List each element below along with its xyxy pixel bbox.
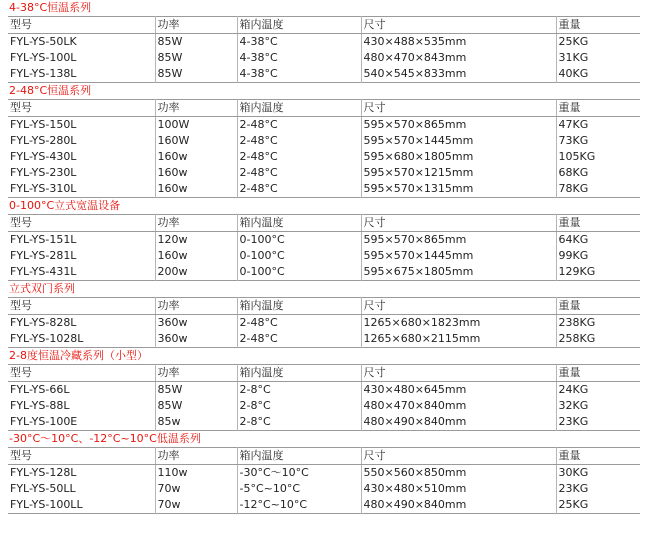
cell-dimensions: 480×470×843mm: [361, 50, 556, 66]
cell-power: 85W: [155, 398, 237, 414]
cell-weight: 64KG: [556, 232, 640, 249]
cell-temperature: -30°C～10°C: [237, 465, 361, 482]
cell-model: FYL-YS-50LK: [10, 35, 77, 48]
spec-table: [8, 447, 640, 514]
cell-dimensions: 540×545×833mm: [361, 66, 556, 83]
header-cell-power: 功率: [155, 100, 237, 117]
cell-model: FYL-YS-50LL: [10, 482, 76, 495]
header-cell-temperature: 箱内温度: [237, 448, 361, 465]
cell-weight: 258KG: [556, 331, 640, 348]
table-row: [8, 66, 640, 83]
cell-power: 160w: [155, 181, 237, 198]
cell-model: FYL-YS-280L: [10, 134, 77, 147]
table-header-row: [8, 365, 640, 382]
cell-temperature: 2-8°C: [237, 414, 361, 431]
section-title: 立式双门系列: [9, 282, 75, 295]
table-row: [8, 481, 640, 497]
table-row: [8, 414, 640, 431]
table-row: [8, 117, 640, 134]
cell-dimensions: 550×560×850mm: [361, 465, 556, 482]
cell-weight: 99KG: [556, 248, 640, 264]
cell-power: 160w: [155, 165, 237, 181]
header-cell-temperature: 箱内温度: [237, 215, 361, 232]
header-cell-dimensions: 尺寸: [361, 298, 556, 315]
header-cell-weight: 重量: [556, 365, 640, 382]
table-row: [8, 331, 640, 348]
cell-temperature: 0-100°C: [237, 248, 361, 264]
cell-dimensions: 1265×680×1823mm: [361, 315, 556, 332]
cell-weight: 24KG: [556, 382, 640, 399]
table-row: [8, 497, 640, 514]
cell-power: 200w: [155, 264, 237, 281]
cell-weight: 105KG: [556, 149, 640, 165]
cell-power: 360w: [155, 331, 237, 348]
header-cell-power: 功率: [155, 298, 237, 315]
cell-temperature: 0-100°C: [237, 264, 361, 281]
cell-model: FYL-YS-100L: [10, 51, 77, 64]
cell-power: 160W: [155, 133, 237, 149]
table-row: [8, 382, 640, 399]
header-cell-dimensions: 尺寸: [361, 17, 556, 34]
cell-power: 110w: [155, 465, 237, 482]
cell-weight: 47KG: [556, 117, 640, 134]
table-header-row: [8, 298, 640, 315]
cell-power: 85W: [155, 382, 237, 399]
cell-model: FYL-YS-100LL: [10, 498, 83, 511]
spec-table: [8, 297, 640, 348]
table-header-row: [8, 17, 640, 34]
header-cell-model: 型号: [8, 298, 155, 315]
cell-dimensions: 595×570×1315mm: [361, 181, 556, 198]
cell-dimensions: 595×570×1445mm: [361, 133, 556, 149]
cell-weight: 23KG: [556, 481, 640, 497]
table-row: [8, 133, 640, 149]
spec-table: [8, 214, 640, 281]
cell-weight: 23KG: [556, 414, 640, 431]
header-cell-dimensions: 尺寸: [361, 100, 556, 117]
cell-temperature: 2-48°C: [237, 117, 361, 134]
cell-temperature: 2-48°C: [237, 315, 361, 332]
header-cell-model: 型号: [8, 448, 155, 465]
cell-power: 85w: [155, 414, 237, 431]
header-cell-temperature: 箱内温度: [237, 17, 361, 34]
cell-dimensions: 430×480×645mm: [361, 382, 556, 399]
cell-model: FYL-YS-431L: [10, 265, 77, 278]
table-header-row: [8, 215, 640, 232]
spec-sheet: [8, 0, 640, 514]
table-row: [8, 465, 640, 482]
cell-dimensions: 595×570×865mm: [361, 232, 556, 249]
cell-power: 70w: [155, 481, 237, 497]
cell-model: FYL-YS-138L: [10, 67, 77, 80]
header-cell-model: 型号: [8, 215, 155, 232]
header-cell-temperature: 箱内温度: [237, 298, 361, 315]
table-row: [8, 248, 640, 264]
cell-dimensions: 480×470×840mm: [361, 398, 556, 414]
cell-dimensions: 430×488×535mm: [361, 34, 556, 51]
section-title: 0-100°C立式宽温设备: [9, 199, 121, 212]
table-header-row: [8, 448, 640, 465]
table-row: [8, 264, 640, 281]
cell-model: FYL-YS-66L: [10, 383, 70, 396]
cell-dimensions: 480×490×840mm: [361, 497, 556, 514]
cell-weight: 68KG: [556, 165, 640, 181]
cell-temperature: 2-8°C: [237, 382, 361, 399]
cell-power: 120w: [155, 232, 237, 249]
cell-dimensions: 595×680×1805mm: [361, 149, 556, 165]
spec-table: [8, 99, 640, 198]
cell-weight: 31KG: [556, 50, 640, 66]
cell-power: 70w: [155, 497, 237, 514]
cell-weight: 32KG: [556, 398, 640, 414]
header-cell-power: 功率: [155, 17, 237, 34]
cell-temperature: 0-100°C: [237, 232, 361, 249]
cell-temperature: 2-48°C: [237, 181, 361, 198]
header-cell-weight: 重量: [556, 298, 640, 315]
cell-power: 100W: [155, 117, 237, 134]
cell-temperature: 2-48°C: [237, 331, 361, 348]
cell-temperature: 4-38°C: [237, 66, 361, 83]
table-row: [8, 398, 640, 414]
header-cell-weight: 重量: [556, 17, 640, 34]
table-row: [8, 315, 640, 332]
cell-temperature: 2-8°C: [237, 398, 361, 414]
section-title: -30°C～10°C、-12°C~10°C低温系列: [9, 432, 201, 445]
cell-model: FYL-YS-150L: [10, 118, 77, 131]
cell-temperature: 4-38°C: [237, 50, 361, 66]
header-cell-weight: 重量: [556, 100, 640, 117]
cell-temperature: -12°C~10°C: [237, 497, 361, 514]
cell-weight: 25KG: [556, 34, 640, 51]
cell-weight: 129KG: [556, 264, 640, 281]
header-cell-dimensions: 尺寸: [361, 448, 556, 465]
cell-temperature: 2-48°C: [237, 149, 361, 165]
cell-model: FYL-YS-281L: [10, 249, 77, 262]
cell-temperature: -5°C~10°C: [237, 481, 361, 497]
cell-power: 85W: [155, 66, 237, 83]
spec-table: [8, 364, 640, 431]
cell-power: 85W: [155, 50, 237, 66]
table-row: [8, 50, 640, 66]
header-cell-dimensions: 尺寸: [361, 215, 556, 232]
cell-temperature: 2-48°C: [237, 165, 361, 181]
cell-power: 160w: [155, 248, 237, 264]
table-row: [8, 34, 640, 51]
header-cell-temperature: 箱内温度: [237, 365, 361, 382]
cell-weight: 73KG: [556, 133, 640, 149]
cell-model: FYL-YS-828L: [10, 316, 77, 329]
cell-power: 85W: [155, 34, 237, 51]
cell-temperature: 2-48°C: [237, 133, 361, 149]
cell-model: FYL-YS-88L: [10, 399, 70, 412]
cell-model: FYL-YS-310L: [10, 182, 77, 195]
cell-dimensions: 595×675×1805mm: [361, 264, 556, 281]
cell-temperature: 4-38°C: [237, 34, 361, 51]
header-cell-weight: 重量: [556, 215, 640, 232]
cell-weight: 25KG: [556, 497, 640, 514]
header-cell-weight: 重量: [556, 448, 640, 465]
cell-model: FYL-YS-100E: [10, 415, 78, 428]
spec-table: [8, 16, 640, 83]
table-header-row: [8, 100, 640, 117]
table-row: [8, 181, 640, 198]
cell-dimensions: 430×480×510mm: [361, 481, 556, 497]
cell-dimensions: 595×570×865mm: [361, 117, 556, 134]
cell-weight: 40KG: [556, 66, 640, 83]
header-cell-model: 型号: [8, 17, 155, 34]
section-title: 4-38°C恒温系列: [9, 1, 92, 14]
header-cell-dimensions: 尺寸: [361, 365, 556, 382]
cell-model: FYL-YS-151L: [10, 233, 77, 246]
header-cell-power: 功率: [155, 448, 237, 465]
cell-dimensions: 595×570×1215mm: [361, 165, 556, 181]
cell-power: 360w: [155, 315, 237, 332]
cell-weight: 30KG: [556, 465, 640, 482]
header-cell-power: 功率: [155, 215, 237, 232]
table-row: [8, 232, 640, 249]
cell-dimensions: 1265×680×2115mm: [361, 331, 556, 348]
header-cell-model: 型号: [8, 100, 155, 117]
header-cell-model: 型号: [8, 365, 155, 382]
cell-weight: 238KG: [556, 315, 640, 332]
section-title: 2-48°C恒温系列: [9, 84, 92, 97]
header-cell-power: 功率: [155, 365, 237, 382]
cell-weight: 78KG: [556, 181, 640, 198]
cell-power: 160w: [155, 149, 237, 165]
cell-model: FYL-YS-430L: [10, 150, 77, 163]
section-title: 2-8度恒温冷藏系列（小型）: [9, 349, 148, 362]
cell-dimensions: 480×490×840mm: [361, 414, 556, 431]
table-row: [8, 149, 640, 165]
cell-model: FYL-YS-230L: [10, 166, 77, 179]
cell-model: FYL-YS-128L: [10, 466, 77, 479]
cell-dimensions: 595×570×1445mm: [361, 248, 556, 264]
cell-model: FYL-YS-1028L: [10, 332, 84, 345]
header-cell-temperature: 箱内温度: [237, 100, 361, 117]
table-row: [8, 165, 640, 181]
